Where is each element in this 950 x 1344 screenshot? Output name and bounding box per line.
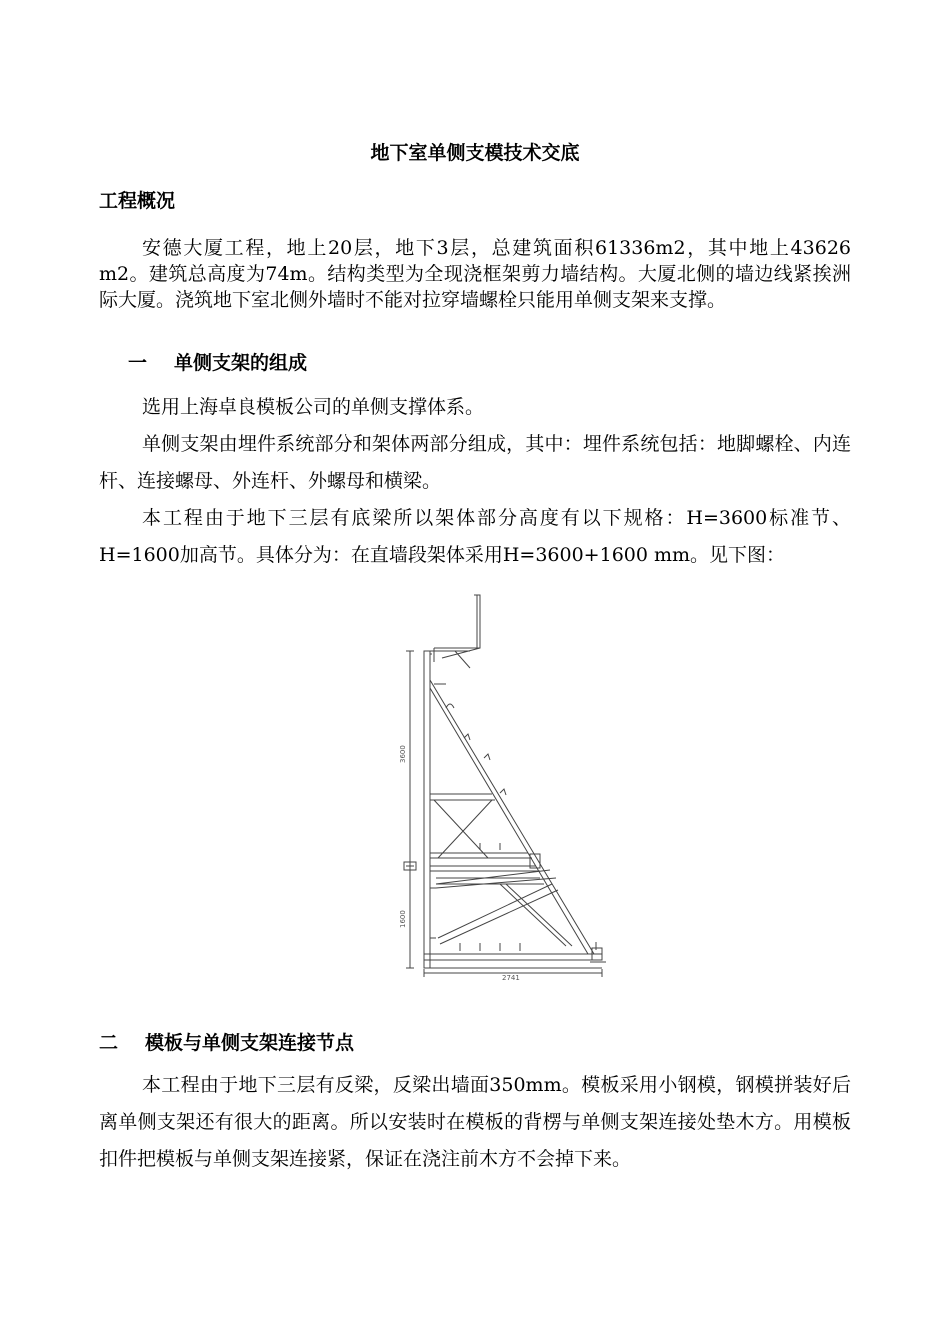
base-beam xyxy=(424,954,602,960)
overview-heading: 工程概况 xyxy=(99,190,176,212)
handrail xyxy=(434,595,480,648)
overview-paragraph: 安德大厦工程，地上20层，地下3层，总建筑面积61336m2，其中地上43626 m2。建筑总高度为74m。结构类型为全现浇框架剪力墙结构。大厦北侧的墙边线紧挨洲际大厦。浇筑地下室北侧外墙时不能对拉穿墙螺栓只能用单侧支架来支撑。 xyxy=(99,237,851,311)
section2-paragraph-1: 本工程由于地下三层有反梁，反梁出墙面350mm。模板采用小钢模，钢模拼装好后离单侧支架还有很大的距离。所以安装时在模板的背楞与单侧支架连接处垫木方。用模板扣件把模板与单侧支架连接紧，保证在浇注前木方不会掉下来。 xyxy=(99,1074,851,1170)
section1-paragraph-3: 本工程由于地下三层有底梁所以架体部分高度有以下规格：H=3600标准节、H=1600加高节。具体分为：在直墙段架体采用H=3600+1600 mm。见下图： xyxy=(99,507,851,566)
main-column xyxy=(424,651,430,968)
section2-title: 模板与单侧支架连接节点 xyxy=(145,1032,355,1054)
document-title: 地下室单侧支模技术交底 xyxy=(370,142,580,164)
section1-number: 一 xyxy=(128,352,148,374)
section2-heading xyxy=(99,1028,354,1055)
inclined-rail xyxy=(430,680,594,954)
section1-heading xyxy=(128,348,307,375)
section1-paragraph-2: 单侧支架由埋件系统部分和架体两部分组成，其中：埋件系统包括：地脚螺栓、内连杆、连接螺母、外连杆、外螺母和横梁。 xyxy=(99,433,851,492)
section1-paragraph-1: 选用上海卓良模板公司的单侧支撑体系。 xyxy=(142,396,485,418)
dimension-label-upper: 3600 xyxy=(399,745,407,763)
section2-number: 二 xyxy=(99,1032,119,1054)
dimension-label-base: 2741 xyxy=(502,974,520,982)
dimension-label-lower: 1600 xyxy=(399,910,407,928)
section1-title: 单侧支架的组成 xyxy=(174,352,308,374)
support-frame-drawing xyxy=(380,588,620,983)
